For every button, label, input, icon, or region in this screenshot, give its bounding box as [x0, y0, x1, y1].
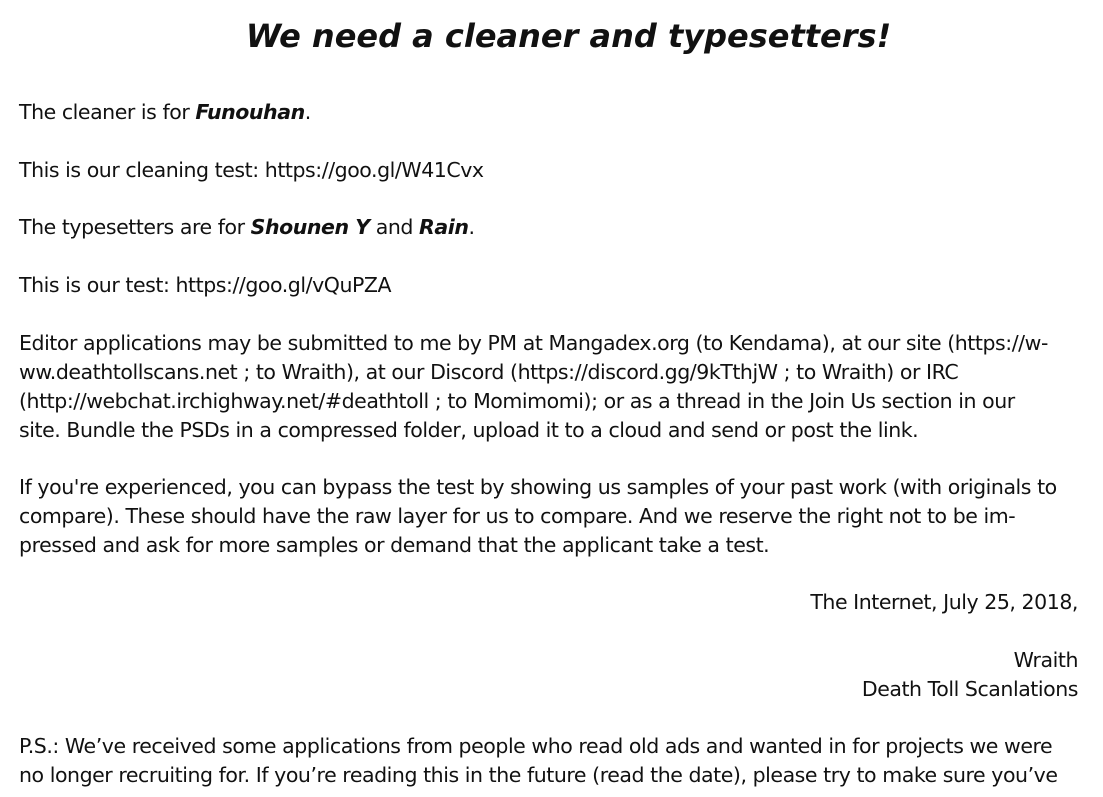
ps-line: P.S.: We’ve received some applications from people who read old ads and wanted in for projects we were [19, 734, 1053, 758]
typesetters-middle: and [369, 215, 420, 239]
editor-applications-paragraph [19, 329, 1078, 445]
experienced-line: pressed and ask for more samples or demand that the applicant take a test. [19, 533, 770, 557]
typesetters-project-1: Shounen Y [250, 215, 370, 239]
date-line: The Internet, July 25, 2018, [810, 590, 1078, 614]
page-title: We need a cleaner and typesetters! [245, 17, 892, 55]
cleaning-test-paragraph: This is our cleaning test: https://goo.gl/W41Cvx [19, 158, 484, 182]
typesetters-suffix: . [468, 215, 475, 239]
typesetters-paragraph [19, 213, 1078, 242]
cleaner-project: Funouhan [195, 100, 305, 124]
typesetters-prefix: The typesetters are for [19, 215, 251, 239]
editor-applications-line: Editor applications may be submitted to me by PM at Mangadex.org (to Kendama), at our site (https://w- [19, 331, 1048, 355]
signature-name: Wraith [1013, 648, 1078, 672]
experienced-line: If you're experienced, you can bypass the test by showing us samples of your past work (with originals to [19, 475, 1057, 499]
cleaner-paragraph [19, 98, 1078, 127]
experienced-paragraph [19, 473, 1078, 560]
cleaner-prefix: The cleaner is for [19, 100, 196, 124]
cleaner-suffix: . [304, 100, 311, 124]
ps-line: no longer recruiting for. If you’re reading this in the future (read the date), please try to make sure you’ve [19, 763, 1058, 787]
editor-applications-line: ww.deathtollscans.net ; to Wraith), at our Discord (https://discord.gg/9kTthjW ; to Wraith) or IRC [19, 360, 959, 384]
document-page [19, 0, 1078, 787]
typesetters-project-2: Rain [419, 215, 469, 239]
editor-applications-line: site. Bundle the PSDs in a compressed folder, upload it to a cloud and send or post the link. [19, 418, 919, 442]
test-paragraph: This is our test: https://goo.gl/vQuPZA [19, 273, 392, 297]
experienced-line: compare). These should have the raw layer for us to compare. And we reserve the right not to be im- [19, 504, 1016, 528]
signature-block [19, 646, 1078, 704]
ps-paragraph [19, 732, 1078, 790]
editor-applications-line: (http://webchat.irchighway.net/#deathtoll ; to Momimomi); or as a thread in the Join Us section in our [19, 389, 1015, 413]
signature-group: Death Toll Scanlations [861, 677, 1078, 701]
